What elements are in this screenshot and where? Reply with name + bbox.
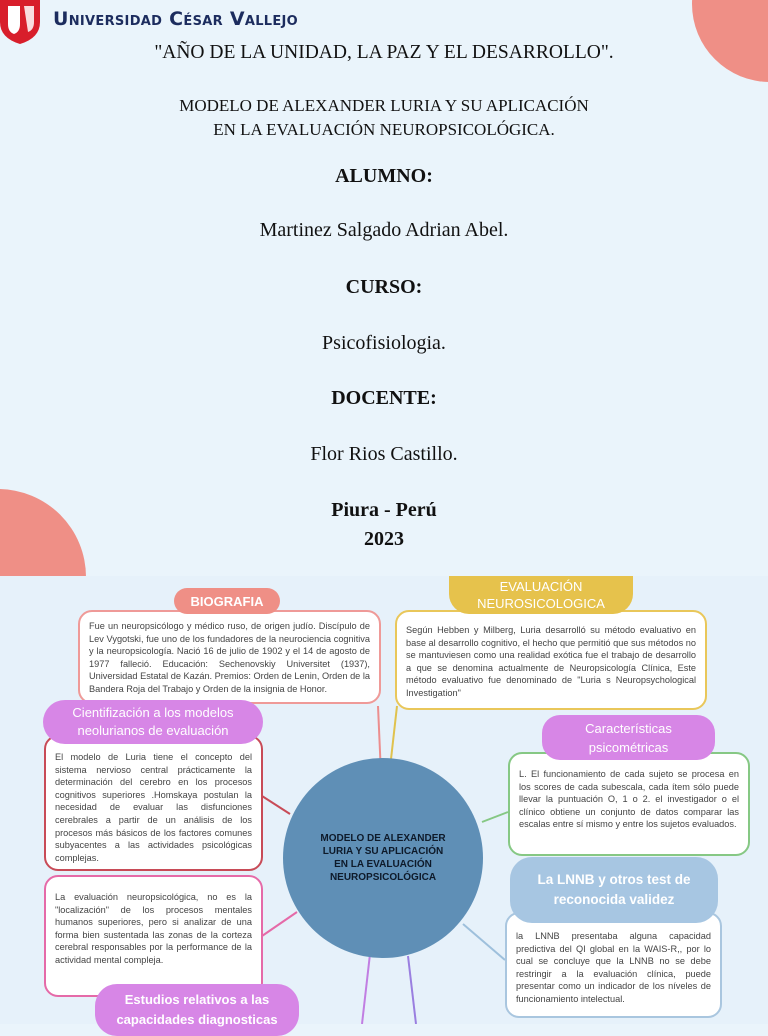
teacher-name: Flor Rios Castillo.	[310, 443, 458, 465]
center-topic-text: MODELO DE ALEXANDER LURIA Y SU APLICACIÓN EN LA EVALUACIÓN NEUROPSICOLÓGICA	[320, 833, 446, 883]
biografia-text: Fue un neuropsicólogo y médico ruso, de origen judío. Discípulo de Lev Vygotski, fue uno de los fundadores de la neurociencia cognitiva y la neuropsicología. Nació 16 de julio de 1902 y el 14 de agosto de 1977 falleció. Educación: Sechenovskiy Universitet (1937), Universidad Estatal de Kazán. Premios: Orden de Lenin, Orden de la Bandera Roja del Trabajo y Orden de la insignia de Honor.	[89, 621, 370, 694]
estudios-label: Estudios relativos a las capacidades diagnosticas	[95, 984, 299, 1036]
evaluacion-label: EVALUACIÓN NEUROSICOLOGICA	[449, 576, 633, 614]
corner-circle-top-right	[692, 0, 768, 82]
student-label: ALUMNO:	[335, 165, 433, 187]
place: Piura - Perú	[331, 499, 437, 521]
center-topic	[283, 758, 483, 958]
lnnb-label: La LNNB y otros test de reconocida validez	[510, 857, 718, 923]
line-bottom	[408, 956, 416, 1024]
cientifizacion-box	[44, 735, 263, 871]
line-cientifizacion	[262, 796, 290, 814]
evaluacion-box	[395, 610, 707, 710]
title-line-2: EN LA EVALUACIÓN NEUROPSICOLÓGICA.	[213, 120, 555, 139]
caracteristicas-text: L. El funcionamiento de cada sujeto se procesa en los scores de cada subescala, cada ítem sólo puede llevar la puntuación O, 1 o 2. el investigador o el clínico obtiene un conjunto de datos comparar las escalas entre sí mismo y entre los sujetos evaluados.	[519, 769, 739, 830]
title-line-1: MODELO DE ALEXANDER LURIA Y SU APLICACIÓN	[179, 96, 589, 115]
biografia-box	[78, 610, 381, 704]
course-name: Psicofisiologia.	[322, 332, 446, 354]
evaluacion-text: Según Hebben y Milberg, Luria desarrolló su método evaluativo en base al desarrollo cognitivo, el hecho que permitió que sus métodos no se mantuviesen como una realidad exótica fue el trabajo de desarrollo a que se denomina actualmente de Neuropsicología Clínica, Este método evaluativo fue denominado de "Luria s Neuropsychological Investigation"	[406, 625, 696, 698]
cientifizacion-text: El modelo de Luria tiene el concepto del sistema nervioso central prácticamente la determinación del cerebro en los procesos cognitivos superiores .Homskaya postulan la necesidad de evaluar las disfunciones cerebrales a partir de un análisis de los procesos más básicos de los factores comunes subyacentes a las actividades psicológicas complejas.	[55, 752, 252, 863]
lnnb-text: la LNNB presentaba alguna capacidad predictiva del QI global en la WAIS-R,, por lo cual se concluye que la LNNB no se debe restringir a la evaluación clínica, puede presentar como un indicador de los níveles de funcionamiento intelectual.	[516, 931, 711, 1004]
localizacion-box	[44, 875, 263, 997]
university-name: Universidad César Vallejo	[53, 8, 299, 30]
caracteristicas-label: Características psicométricas	[542, 715, 715, 760]
cientifizacion-label: Cientifización a los modelos neolurianos de evaluación	[43, 700, 263, 744]
university-logo	[0, 0, 44, 44]
lnnb-box	[505, 912, 722, 1018]
biografia-label: BIOGRAFIA	[174, 588, 280, 614]
caracteristicas-box	[508, 752, 750, 856]
year: 2023	[364, 528, 404, 550]
teacher-label: DOCENTE:	[331, 387, 437, 409]
line-lnnb	[463, 924, 505, 960]
line-localizacion	[262, 912, 297, 936]
line-caracteristicas	[482, 812, 508, 822]
course-label: CURSO:	[345, 276, 423, 298]
student-name: Martinez Salgado Adrian Abel.	[259, 219, 509, 241]
motto: "AÑO DE LA UNIDAD, LA PAZ Y EL DESARROLLO".	[154, 42, 614, 63]
localizacion-text: La evaluación neuropsicológica, no es la "localización" de los procesos mentales humanos superiores, pero si analizar de una forma bien sustentada las zonas de la corteza cerebral responsables por la performance de la actividad mental compleja.	[55, 892, 252, 965]
line-estudios	[362, 954, 370, 1024]
